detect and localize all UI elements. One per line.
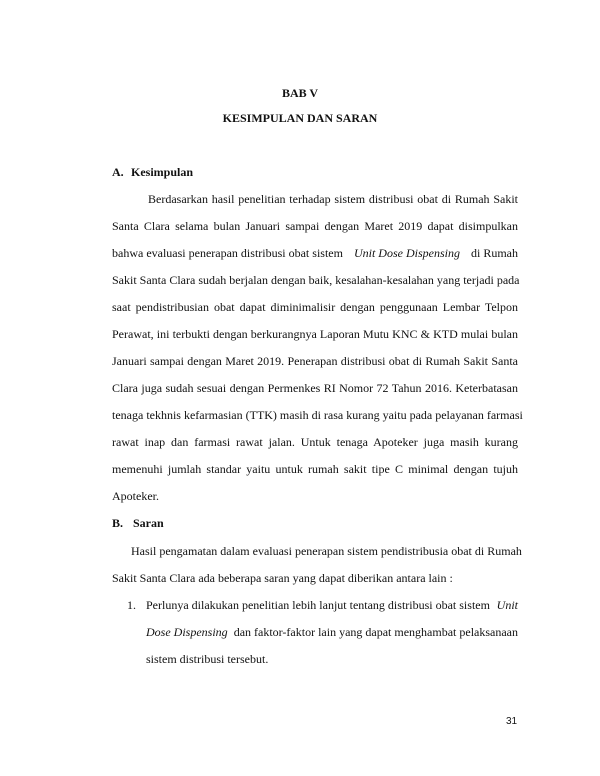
- section-a-label: A.: [112, 165, 124, 179]
- paragraph-line: Sakit Santa Clara ada beberapa saran yang dapat diberikan antara lain :: [112, 571, 453, 585]
- section-b-title: Saran: [133, 516, 164, 530]
- paragraph-line: Clara juga sudah sesuai dengan Permenkes RI Nomor 72 Tahun 2016. Keterbatasan: [112, 381, 518, 395]
- paragraph-line: [146, 598, 518, 612]
- chapter-number: BAB V: [281, 86, 319, 100]
- paragraph-line: memenuhi jumlah standar yaitu untuk rumah sakit tipe C minimal dengan tujuh: [112, 462, 518, 476]
- paragraph-line: [146, 625, 518, 639]
- paragraph-line: Hasil pengamatan dalam evaluasi penerapan sistem pendistribusia obat di Rumah: [131, 544, 522, 558]
- paragraph-line: Sakit Santa Clara sudah berjalan dengan baik, kesalahan-kesalahan yang terjadi pada: [112, 273, 520, 287]
- paragraph-line: Santa Clara selama bulan Januari sampai dengan Maret 2019 dapat disimpulkan: [112, 219, 518, 233]
- italic-term: Dose Dispensing: [146, 625, 228, 639]
- text-run: di Rumah: [471, 246, 518, 260]
- paragraph-line: tenaga tekhnis kefarmasian (TTK) masih di rasa kurang yaitu pada pelayanan farmasi: [112, 408, 523, 422]
- italic-term: Unit: [496, 598, 518, 612]
- paragraph-line: sistem distribusi tersebut.: [146, 652, 269, 666]
- paragraph-line: rawat inap dan farmasi rawat jalan. Untuk tenaga Apoteker juga masih kurang: [112, 435, 518, 449]
- section-b-label: B.: [112, 516, 124, 530]
- paragraph-line: saat pendistribusian obat dapat diminimalisir dengan penggunaan Lembar Telpon: [112, 300, 518, 314]
- text-run: dan faktor-faktor lain yang dapat menghambat pelaksanaan: [233, 625, 518, 639]
- paragraph-line: Perawat, ini terbukti dengan berkurangnya Laporan Mutu KNC & KTD mulai bulan: [112, 327, 518, 341]
- text-run: Perlunya dilakukan penelitian lebih lanjut tentang distribusi obat sistem: [146, 598, 490, 612]
- text-run: bahwa evaluasi penerapan distribusi obat sistem: [112, 246, 343, 260]
- section-a-title: Kesimpulan: [131, 165, 194, 179]
- paragraph-line: [112, 246, 518, 260]
- paragraph-line: Apoteker.: [112, 489, 159, 503]
- paragraph-line: Berdasarkan hasil penelitian terhadap sistem distribusi obat di Rumah Sakit: [148, 192, 518, 206]
- list-item-number: 1.: [127, 598, 136, 612]
- page-number: 31: [506, 716, 518, 727]
- chapter-title: KESIMPULAN DAN SARAN: [222, 111, 378, 125]
- paragraph-line: Januari sampai dengan Maret 2019. Penerapan distribusi obat di Rumah Sakit Santa: [112, 354, 518, 368]
- italic-term: Unit Dose Dispensing: [353, 246, 460, 260]
